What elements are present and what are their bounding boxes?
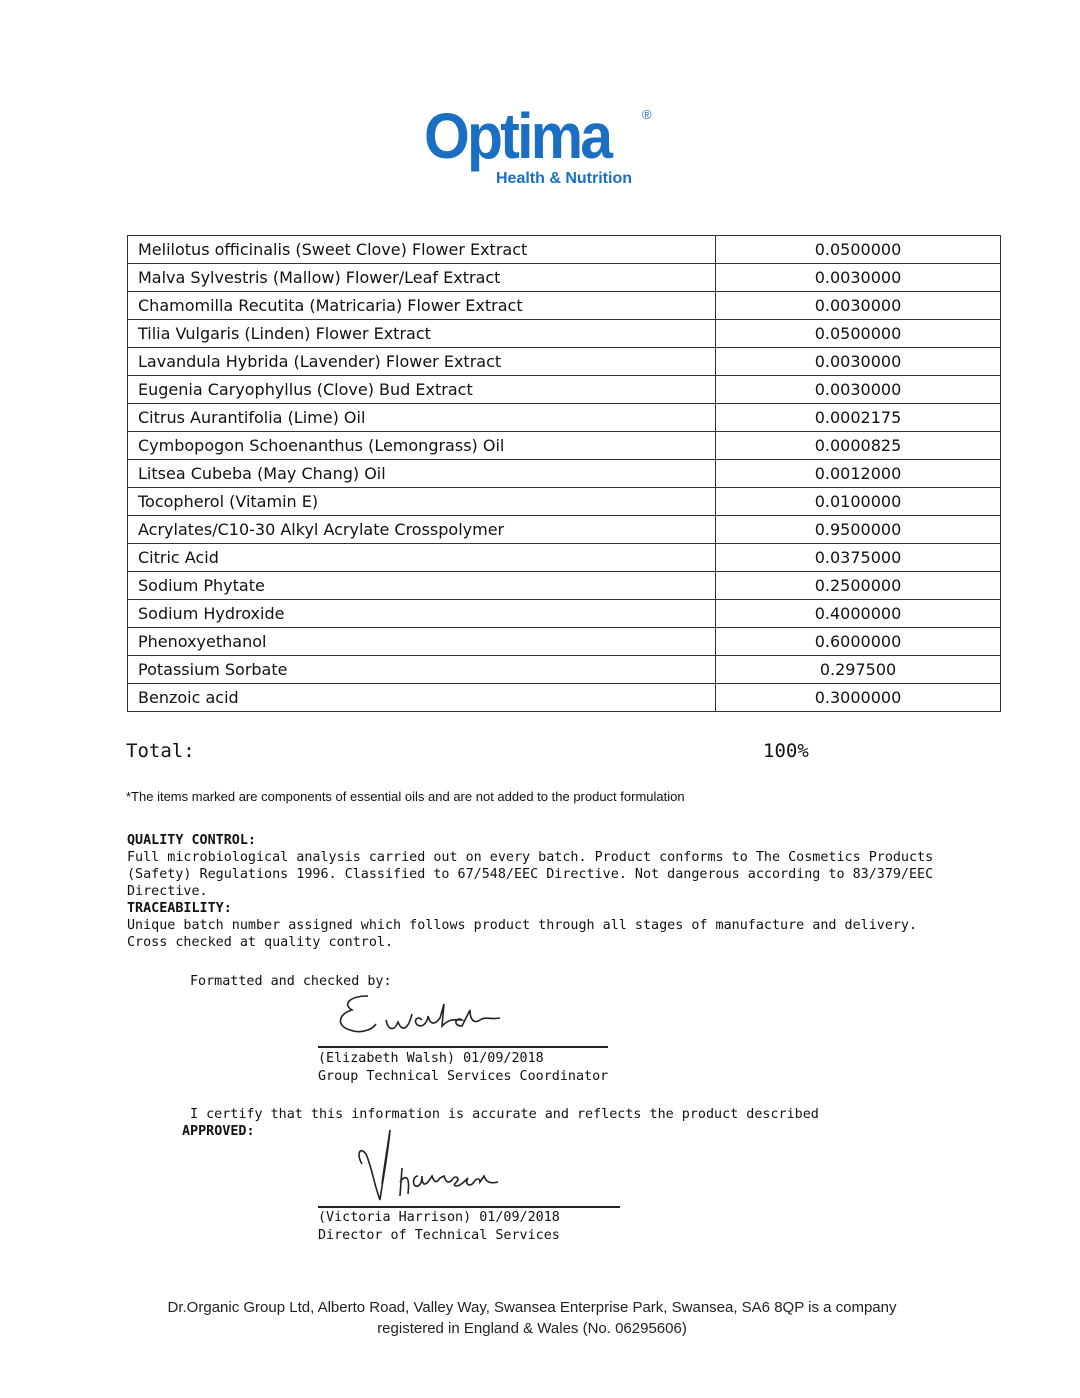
ingredient-row — [128, 544, 1001, 572]
quality-control-heading: QUALITY CONTROL: — [127, 833, 256, 848]
logo-tagline: Health & Nutrition — [496, 170, 632, 187]
harrison-name-date: (Victoria Harrison) 01/09/2018 — [318, 1210, 560, 1225]
traceability-heading: TRACEABILITY: — [127, 901, 232, 916]
ingredient-value: 0.0012000 — [716, 460, 1001, 488]
harrison-title: Director of Technical Services — [318, 1228, 560, 1243]
ingredient-row — [128, 348, 1001, 376]
ingredient-value: 0.0100000 — [716, 488, 1001, 516]
ingredient-name: Acrylates/C10-30 Alkyl Acrylate Crosspolymer — [128, 516, 716, 544]
ingredient-value: 0.3000000 — [716, 684, 1001, 712]
company-footer — [100, 1297, 964, 1339]
ingredient-name: Chamomilla Recutita (Matricaria) Flower Extract — [128, 292, 716, 320]
harrison-signature-line — [318, 1206, 620, 1208]
ingredient-name: Melilotus officinalis (Sweet Clove) Flower Extract — [128, 236, 716, 264]
ingredient-row — [128, 236, 1001, 264]
ingredient-row — [128, 264, 1001, 292]
ingredient-name: Sodium Hydroxide — [128, 600, 716, 628]
ingredient-name: Benzoic acid — [128, 684, 716, 712]
formatted-by-label: Formatted and checked by: — [190, 974, 392, 989]
footer-line-1: Dr.Organic Group Ltd, Alberto Road, Valley Way, Swansea Enterprise Park, Swansea, SA6 8QP is a company — [167, 1299, 897, 1316]
ingredient-name: Tocopherol (Vitamin E) — [128, 488, 716, 516]
footnote: *The items marked are components of essential oils and are not added to the product formulation — [126, 789, 685, 804]
walsh-name-date: (Elizabeth Walsh) 01/09/2018 — [318, 1051, 544, 1066]
ingredient-name: Phenoxyethanol — [128, 628, 716, 656]
ingredient-name: Lavandula Hybrida (Lavender) Flower Extract — [128, 348, 716, 376]
ingredient-value: 0.297500 — [716, 656, 1001, 684]
logo-registered-mark: ® — [642, 107, 652, 122]
walsh-signature-line — [318, 1046, 608, 1048]
logo-brand: Optima — [424, 100, 611, 172]
ingredients-table — [127, 235, 1001, 712]
ingredient-row — [128, 600, 1001, 628]
walsh-title: Group Technical Services Coordinator — [318, 1069, 609, 1084]
ingredient-row — [128, 656, 1001, 684]
optima-logo — [424, 100, 664, 192]
ingredient-row — [128, 516, 1001, 544]
ingredient-name: Litsea Cubeba (May Chang) Oil — [128, 460, 716, 488]
ingredient-value: 0.0030000 — [716, 376, 1001, 404]
ingredient-value: 0.0500000 — [716, 236, 1001, 264]
ingredient-name: Citrus Aurantifolia (Lime) Oil — [128, 404, 716, 432]
ingredient-value: 0.6000000 — [716, 628, 1001, 656]
quality-control-text: Full microbiological analysis carried out on every batch. Product conforms to The Cosmetics Products (Safety) Regulations 1996. Classified to 67/548/EEC Directive. Not dangerous according to 83/379/EEC Directive. — [127, 850, 934, 899]
ingredient-name: Malva Sylvestris (Mallow) Flower/Leaf Extract — [128, 264, 716, 292]
ingredient-name: Cymbopogon Schoenanthus (Lemongrass) Oil — [128, 432, 716, 460]
ingredient-value: 0.0375000 — [716, 544, 1001, 572]
ingredient-value: 0.0030000 — [716, 264, 1001, 292]
ingredient-name: Sodium Phytate — [128, 572, 716, 600]
ingredient-name: Potassium Sorbate — [128, 656, 716, 684]
ingredient-value: 0.0500000 — [716, 320, 1001, 348]
total-value: 100% — [763, 740, 809, 762]
harrison-signature — [348, 1124, 508, 1204]
ingredient-row — [128, 404, 1001, 432]
ingredient-row — [128, 488, 1001, 516]
footer-line-2: registered in England & Wales (No. 06295606) — [377, 1320, 687, 1337]
ingredient-row — [128, 628, 1001, 656]
total-label: Total: — [126, 740, 195, 762]
ingredient-value: 0.4000000 — [716, 600, 1001, 628]
ingredients-table-body — [128, 236, 1001, 712]
ingredient-value: 0.9500000 — [716, 516, 1001, 544]
walsh-signature — [330, 990, 520, 1040]
ingredient-row — [128, 376, 1001, 404]
ingredient-name: Citric Acid — [128, 544, 716, 572]
certify-text: I certify that this information is accurate and reflects the product described — [190, 1107, 819, 1122]
ingredient-value: 0.2500000 — [716, 572, 1001, 600]
ingredient-value: 0.0030000 — [716, 348, 1001, 376]
ingredient-name: Tilia Vulgaris (Linden) Flower Extract — [128, 320, 716, 348]
approved-label: APPROVED: — [182, 1124, 255, 1139]
ingredient-row — [128, 460, 1001, 488]
ingredient-value: 0.0002175 — [716, 404, 1001, 432]
ingredient-row — [128, 292, 1001, 320]
ingredient-row — [128, 432, 1001, 460]
ingredient-row — [128, 572, 1001, 600]
ingredient-row — [128, 320, 1001, 348]
ingredient-value: 0.0030000 — [716, 292, 1001, 320]
ingredient-value: 0.0000825 — [716, 432, 1001, 460]
traceability-text: Unique batch number assigned which follows product through all stages of manufacture and delivery. Cross checked at quality control. — [127, 918, 918, 950]
ingredient-row — [128, 684, 1001, 712]
ingredient-name: Eugenia Caryophyllus (Clove) Bud Extract — [128, 376, 716, 404]
